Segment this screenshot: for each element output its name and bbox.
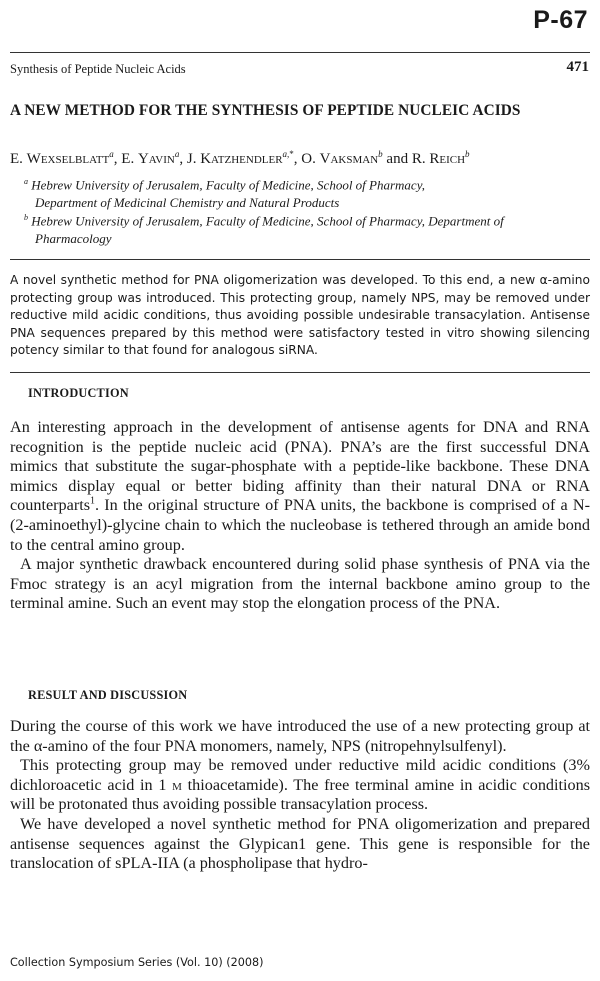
result-body bbox=[10, 717, 590, 874]
paragraph: An interesting approach in the development of antisense agents for DNA and RNA recognition is the peptide nucleic acid (PNA). PNA’s are the first successful DNA mimics that substitute the sugar-phosphate with a peptide-like backbone. These DNA mimics display equal or better biding affinity than their natural DNA or RNA counterparts$^1$. In the original structure of PNA units, the backbone is comprised of a N-(2-aminoethyl)-glycine chain to which the nucleobase is tethered through an amide bond to the central amino group. bbox=[10, 418, 590, 554]
paper-title: A NEW METHOD FOR THE SYNTHESIS OF PEPTIDE NUCLEIC ACIDS bbox=[10, 102, 521, 119]
affiliation-b: $^b$ Hebrew University of Jerusalem, Faculty of Medicine, School of Pharmacy, Department of Pharmacology bbox=[24, 213, 504, 247]
introduction-body bbox=[10, 418, 590, 614]
section-heading-introduction: INTRODUCTION bbox=[28, 386, 129, 400]
paragraph: During the course of this work we have introduced the use of a new protecting group at the α-amino of the four PNA monomers, namely, NPS (nitropehnylsulfenyl). bbox=[10, 717, 590, 755]
affiliation-a: $^a$ Hebrew University of Jerusalem, Faculty of Medicine, School of Pharmacy, Department of Medicinal Chemistry and Natural Products bbox=[24, 177, 426, 211]
author: O. Vaksman$^b$ and bbox=[301, 149, 412, 167]
section-heading-result: RESULT AND DISCUSSION bbox=[28, 688, 188, 702]
paper-code: P-67 bbox=[533, 6, 588, 34]
header-rule bbox=[10, 52, 590, 53]
footer-citation: Collection Symposium Series (Vol. 10) (2008) bbox=[10, 956, 264, 969]
running-title: Synthesis of Peptide Nucleic Acids bbox=[10, 62, 186, 76]
paragraph: This protecting group may be removed under reductive mild acidic conditions (3% dichloroacetic acid in 1 m thioacetamide). The free terminal amine in acidic conditions will be protonated thus avoiding possible transacylation process. bbox=[10, 756, 590, 814]
paragraph: A major synthetic drawback encountered during solid phase synthesis of PNA via the Fmoc strategy is an acyl migration from the internal backbone amino group to the terminal amine. Such an event may stop the elongation process of the PNA. bbox=[10, 555, 590, 613]
abstract-top-rule bbox=[10, 259, 590, 260]
author-list bbox=[10, 149, 470, 168]
author: J. Katzhendler$^{a,*}$, bbox=[186, 149, 302, 167]
paragraph: We have developed a novel synthetic method for PNA oligomerization and prepared antisense sequences against the Glypican1 gene. This gene is responsible for the translocation of sPLA-IIA (a phospholipase that hydro- bbox=[10, 814, 590, 873]
page-number: 471 bbox=[566, 59, 589, 75]
author: E. Wexselblatt$^a$, bbox=[10, 149, 122, 167]
author: R. Reich$^b$ bbox=[411, 149, 470, 167]
abstract: A novel synthetic method for PNA oligomerization was developed. To this end, a new α-amino protecting group was introduced. This protecting group, namely NPS, may be removed under reductive mild acidic conditions, thus avoiding possible undesirable transacylation. Antisense PNA sequences prepared by this method were satisfactory tested in vitro showing silencing potency similar to that found for analogous siRNA. bbox=[10, 273, 590, 358]
abstract-bottom-rule bbox=[10, 372, 590, 373]
author: E. Yavin$^a$, bbox=[121, 149, 187, 167]
